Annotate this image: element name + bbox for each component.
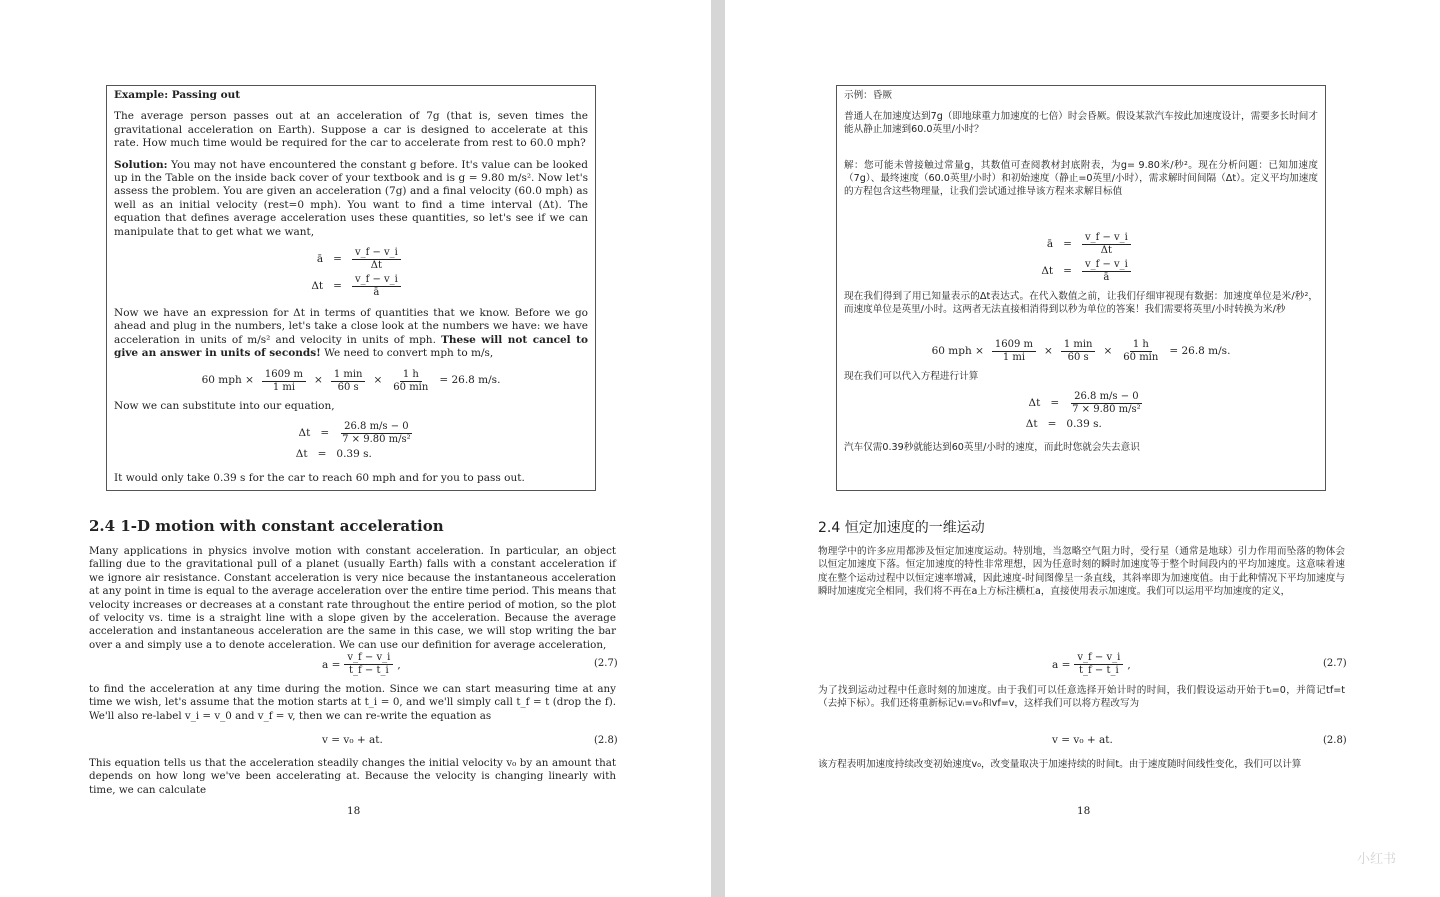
- equation-block-1: ā = $\frac{v\_f - v\_i}{\Delta t}$ Δt = $\frac{v\_f - v\_i}{ā}$: [844, 232, 1318, 284]
- frac-num: 26.8 m/s − 0: [341, 421, 412, 434]
- equation-2-8: v = v₀ + at.: [1052, 734, 1113, 746]
- conversion-equation: 60 mph × $\frac{1609 m}{1 mi}$ × $\frac{1 \min}{60 s}$ × $\frac{1 h}{60 \min}$ = 26.8 m/s.: [931, 338, 1231, 363]
- frac-num: 1609 m: [992, 339, 1036, 352]
- equation-number: (2.7): [594, 658, 618, 669]
- page-number: 18: [1077, 805, 1091, 817]
- example-conclusion: It would only take 0.39 s for the car to reach 60 mph and for you to pass out.: [114, 471, 525, 484]
- conversion-equation: 60 mph × $\frac{1609 m}{1 mi}$ × $\frac{1 \min}{60 s}$ × $\frac{1 h}{60 \min}$ = 26.8 m/s.: [201, 368, 501, 393]
- analysis-text-end: We need to convert mph to m/s,: [320, 347, 494, 360]
- page-number: 18: [347, 805, 361, 817]
- section-paragraph-1: 物理学中的许多应用都涉及恒定加速度运动。特别地，当忽略空气阻力时，受行星（通常是地球）引力作用而坠落的物体会以恒定加速度下落。恒定加速度的特性非常理想，因为任意时刻的瞬时加速度等于整个时间段内的平均加速度。这意味着速度在整个运动过程中以恒定速率增减，因此速度-时间图像呈一条直线，其斜率即为加速度值。由于此种情况下平均加速度与瞬时加速度完全相同，我们将不再在a上方标注横杠a，直接使用表示加速度。我们可以运用平均加速度的定义，: [818, 546, 1345, 598]
- section-paragraph-3: This equation tells us that the acceleration steadily changes the initial velocity v₀ by an amount that depends on how long we've been accelerating at. Because the velocity is changing linearly with time, we can calculate: [89, 757, 616, 796]
- example-title: 示例：昏厥: [844, 90, 892, 101]
- conv-start: 60 mph ×: [931, 344, 984, 357]
- frac-num: v_f − v_i: [344, 652, 393, 665]
- equation-2-7: a = $\frac{v\_f - v\_i}{t\_f - t\_i}$ ,: [322, 652, 401, 676]
- frac-den: 60 min: [393, 381, 429, 393]
- frac-num: 1 h: [400, 369, 422, 382]
- section-title: 2.4 1-D motion with constant acceleration: [89, 517, 444, 535]
- left-page: [0, 0, 711, 897]
- frac-den: 60 s: [337, 381, 359, 393]
- eq-lhs: Δt: [311, 279, 324, 292]
- frac-num: v_f − v_i: [1074, 652, 1123, 665]
- conv-end: = 26.8 m/s.: [439, 374, 501, 387]
- fraction: [1082, 259, 1131, 284]
- fraction: [390, 369, 431, 394]
- equation-2-8: v = v₀ + at.: [322, 734, 383, 746]
- equation-number: (2.7): [1323, 658, 1347, 669]
- frac-den: ā: [1103, 272, 1110, 284]
- example-analysis: 现在我们得到了用已知量表示的Δt表达式。在代入数值之前，让我们仔细审视现有数据：加速度单位是米/秒²，而速度单位是英里/小时。这两者无法直接相消得到以秒为单位的答案！我们需要将英里/小时转换为米/秒: [844, 291, 1318, 316]
- example-problem: The average person passes out at an acceleration of 7g (that is, seven times the gravitational acceleration on Earth). Suppose a car is designed to accelerate at this rate. How much time would be required for the car to accelerate from rest to 60.0 mph?: [114, 110, 588, 150]
- section-paragraph-2: to find the acceleration at any time during the motion. Since we can start measuring time at any time we wish, let's assume that the motion starts at t_i = 0, and we'll simply call t_f = t (drop the f). We'll also re-label v_i = v_0 and v_f = v, then we can re-write the equation as: [89, 683, 616, 722]
- frac-den: t_f − t_i: [349, 665, 389, 676]
- frac-den: 1 mi: [1002, 351, 1026, 363]
- section-paragraph-2: 为了找到运动过程中任意时刻的加速度。由于我们可以任意选择开始计时的时间，我们假设运动开始于tᵢ=0，并简记tf=t（去掉下标）。我们还将重新标记vᵢ=v₀和vf=v，这样我们可以将方程改写为: [818, 685, 1345, 710]
- frac-den: 60 s: [1067, 351, 1089, 363]
- fraction: [992, 339, 1036, 364]
- example-title: Example: Passing out: [114, 89, 241, 101]
- eq-lhs: a =: [322, 658, 341, 671]
- fraction: [262, 369, 306, 394]
- analysis-text: Now we have an expression for Δt in terms of quantities that we know. Before we go ahead and plug in the numbers, let's take a close look at the numbers we have: we have acceleration in units of m/s² and velocity in units of mph.: [114, 307, 588, 346]
- watermark: 小红书: [1356, 852, 1396, 867]
- solution-label: Solution:: [114, 158, 168, 171]
- frac-num: v_f − v_i: [1082, 259, 1131, 272]
- frac-den: 60 min: [1123, 351, 1159, 363]
- frac-den: Δt: [370, 260, 383, 272]
- equation-number: (2.8): [1323, 735, 1347, 746]
- substitute-text: Now we can substitute into our equation,: [114, 399, 335, 412]
- fraction: [344, 652, 393, 677]
- eq-lhs: Δt: [1025, 417, 1038, 430]
- fraction: [352, 274, 401, 299]
- conv-start: 60 mph ×: [201, 374, 254, 387]
- example-box: [836, 85, 1326, 491]
- frac-num: 1609 m: [262, 369, 306, 382]
- right-page: [725, 0, 1440, 897]
- example-solution: [114, 159, 588, 239]
- frac-num: v_f − v_i: [352, 274, 401, 287]
- frac-den: 7 × 9.80 m/s²: [1072, 403, 1141, 415]
- eq-lhs: Δt: [295, 448, 308, 461]
- solution-text: You may not have encountered the constant g before. It's value can be looked up in the Table on the inside back cover of your textbook and is g = 9.80 m/s². Now let's assess the problem. You are given an acceleration (7g) and a final velocity (60.0 mph) as well as an initial velocity (rest=0 mph). You want to find a time interval (Δt). The equation that defines average acceleration uses these quantities, so let's see if we can manipulate that to get what we want,: [114, 158, 588, 238]
- frac-num: 26.8 m/s − 0: [1071, 391, 1142, 404]
- eq-lhs: ā: [316, 252, 324, 265]
- example-problem: 普通人在加速度达到7g（即地球重力加速度的七倍）时会昏厥。假设某款汽车按此加速度设计，需要多长时间才能从静止加速到60.0英里/小时？: [844, 111, 1318, 136]
- frac-den: 7 × 9.80 m/s²: [342, 434, 411, 446]
- conv-end: = 26.8 m/s.: [1169, 344, 1231, 357]
- equation-block-2: Δt = $\frac{26.8 m/s - 0}{\text{7 × 9.80 m/s²}}$ Δt = 0.39 s.: [114, 421, 588, 461]
- eq-lhs: Δt: [1028, 396, 1041, 409]
- equation-number: (2.8): [594, 735, 618, 746]
- frac-num: 1 min: [331, 369, 366, 382]
- analysis-bold: These will not cancel to give an answer in units of seconds!: [114, 333, 588, 360]
- frac-num: v_f − v_i: [1082, 232, 1131, 245]
- fraction: [1082, 232, 1131, 257]
- example-conclusion: 汽车仅需0.39秒就能达到60英里/小时的速度，而此时您就会失去意识: [844, 442, 1140, 454]
- equation-block-2: Δt = $\frac{26.8 m/s - 0}{\text{7 × 9.80 m/s²}}$ Δt = 0.39 s.: [844, 391, 1318, 431]
- frac-den: Δt: [1100, 245, 1113, 257]
- result-value: 0.39 s.: [1066, 417, 1102, 430]
- substitute-text: 现在我们可以代入方程进行计算: [844, 370, 979, 382]
- fraction: [352, 247, 401, 272]
- example-box: [106, 85, 596, 491]
- fraction: [331, 369, 366, 394]
- eq-lhs: a =: [1052, 658, 1071, 671]
- frac-den: 1 mi: [272, 381, 296, 393]
- eq-lhs: Δt: [298, 426, 311, 439]
- frac-num: v_f − v_i: [352, 247, 401, 260]
- example-solution: 解：您可能未曾接触过常量g，其数值可查阅教材封底附表，为g= 9.80米/秒²。现在分析问题：已知加速度（7g）、最终速度（60.0英里/小时）和初始速度（静止=0英里/小时），需求解时间间隔（Δt）。定义平均加速度的方程包含这些物理量，让我们尝试通过推导该方程来求解目标值: [844, 159, 1318, 198]
- result-value: 0.39 s.: [336, 448, 372, 461]
- frac-num: 1 min: [1061, 339, 1096, 352]
- fraction: [1074, 652, 1123, 677]
- equation-2-7: a = $\frac{v\_f - v\_i}{t\_f - t\_i}$ ,: [1052, 652, 1131, 676]
- frac-den: ā: [373, 287, 380, 299]
- frac-num: 1 h: [1130, 339, 1152, 352]
- eq-lhs: ā: [1046, 238, 1054, 251]
- section-paragraph-3: 该方程表明加速度持续改变初始速度v₀，改变量取决于加速持续的时间t。由于速度随时间线性变化，我们可以计算: [818, 759, 1302, 770]
- section-title: 2.4 恒定加速度的一维运动: [818, 520, 985, 536]
- fraction: [1120, 339, 1161, 364]
- fraction: [339, 421, 414, 446]
- section-paragraph-1: Many applications in physics involve motion with constant acceleration. In particular, an object falling due to the gravitational pull of a planet (usually Earth) falls with a constant acceleration if we ignore air resistance. Constant acceleration is very nice because the instantaneous acceleration at any point in time is equal to the average acceleration over the entire time period. This means that velocity increases or decreases at a constant rate throughout the entire period of motion, so the plot of velocity vs. time is a straight line with a slope given by the acceleration. Because the average acceleration and instantaneous acceleration are the same in this case, we will stop writing the bar over a and simply use a to denote acceleration. We can use our definition for average acceleration,: [89, 545, 617, 651]
- eq-lhs: Δt: [1041, 265, 1054, 278]
- fraction: [1061, 339, 1096, 364]
- equation-block-1: ā = $\frac{v\_f - v\_i}{\Delta t}$ Δt = $\frac{v\_f - v\_i}{ā}$: [114, 247, 588, 299]
- page-gutter: [711, 0, 725, 897]
- example-analysis: [114, 307, 588, 361]
- frac-den: t_f − t_i: [1079, 665, 1119, 676]
- fraction: [1069, 391, 1144, 416]
